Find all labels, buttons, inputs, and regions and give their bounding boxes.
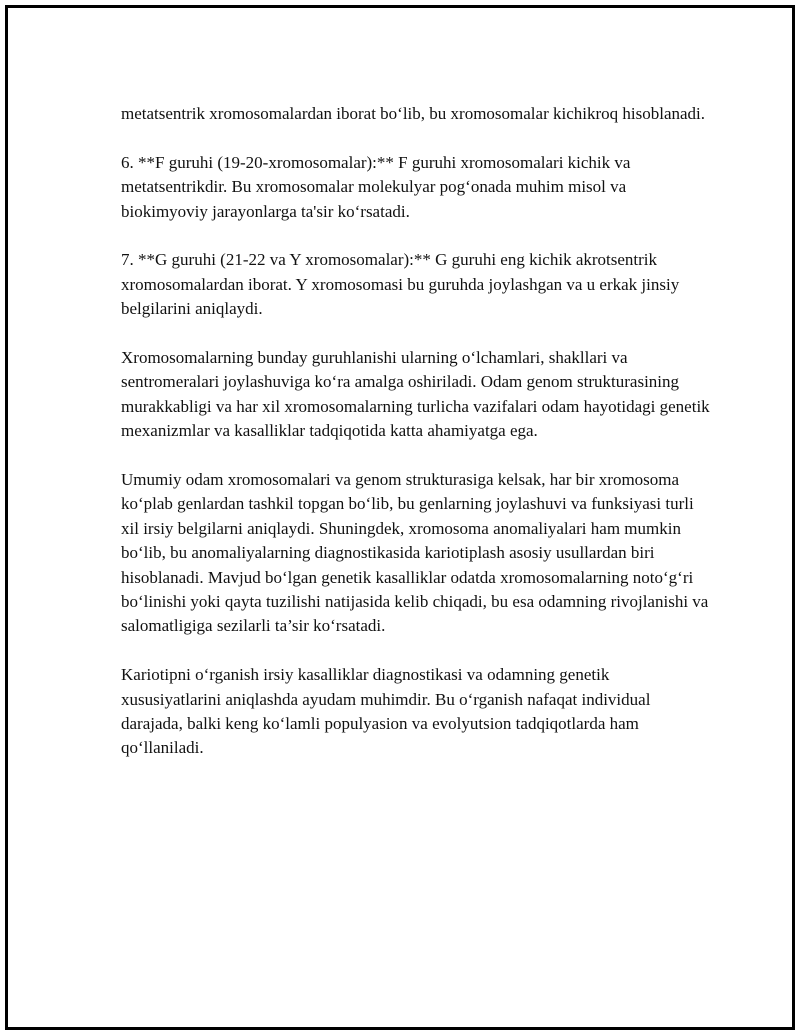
page-border [5, 5, 795, 1030]
paragraph-group-g: 7. **G guruhi (21-22 va Y xromosomalar):** G guruhi eng kichik akrotsentrik xromosomalardan iborat. Y xromosomasi bu guruhda joylashgan va u erkak jinsiy belgilarini aniqlaydi. [121, 250, 680, 319]
paragraph-continuation: metatsentrik xromosomalardan iborat bo‘lib, bu xromosomalar kichikroq hisoblanadi. [121, 104, 706, 123]
paragraph-grouping-basis: Xromosomalarning bunday guruhlanishi ularning o‘lchamlari, shakllari va sentromeralari joylashuviga ko‘ra amalga oshiriladi. Odam genom strukturasining murakkabligi va har xil xromosomalarning turlicha vazifalari odam hayotidagi genetik mexanizmlar va kasalliklar tadqiqotida katta ahamiyatga ega. [121, 348, 710, 441]
document-body [121, 102, 711, 785]
paragraph-group-f: 6. **F guruhi (19-20-xromosomalar):** F guruhi xromosomalari kichik va metatsentrikdir. Bu xromosomalar molekulyar pog‘onada muhim misol va biokimyoviy jarayonlarga ta'sir ko‘rsatadi. [121, 152, 631, 221]
paragraph-genome-structure: Umumiy odam xromosomalari va genom strukturasiga kelsak, har bir xromosoma ko‘plab genlardan tashkil topgan bo‘lib, bu genlarning joylashuvi va funksiyasi turli xil irsiy belgilarni aniqlaydi. Shuningdek, xromosoma anomaliyalari ham mumkin bo‘lib, bu anomaliyalarning diagnostikasida kariotiplash asosiy usullardan biri hisoblanadi. Mavjud bo‘lgan genetik kasalliklar odatda xromosomalarning noto‘g‘ri bo‘linishi yoki qayta tuzilishi natijasida kelib chiqadi, bu esa odamning rivojlanishi va salomatligiga sezilarli ta’sir ko‘rsatadi. [121, 470, 709, 636]
paragraph-karyotype-study: Kariotipni o‘rganish irsiy kasalliklar diagnostikasi va odamning genetik xususiyatlarini aniqlashda ayudam muhimdir. Bu o‘rganish nafaqat individual darajada, balki keng ko‘lamli populyasion va evolyutsion tadqiqotlarda ham qo‘llaniladi. [121, 665, 651, 758]
